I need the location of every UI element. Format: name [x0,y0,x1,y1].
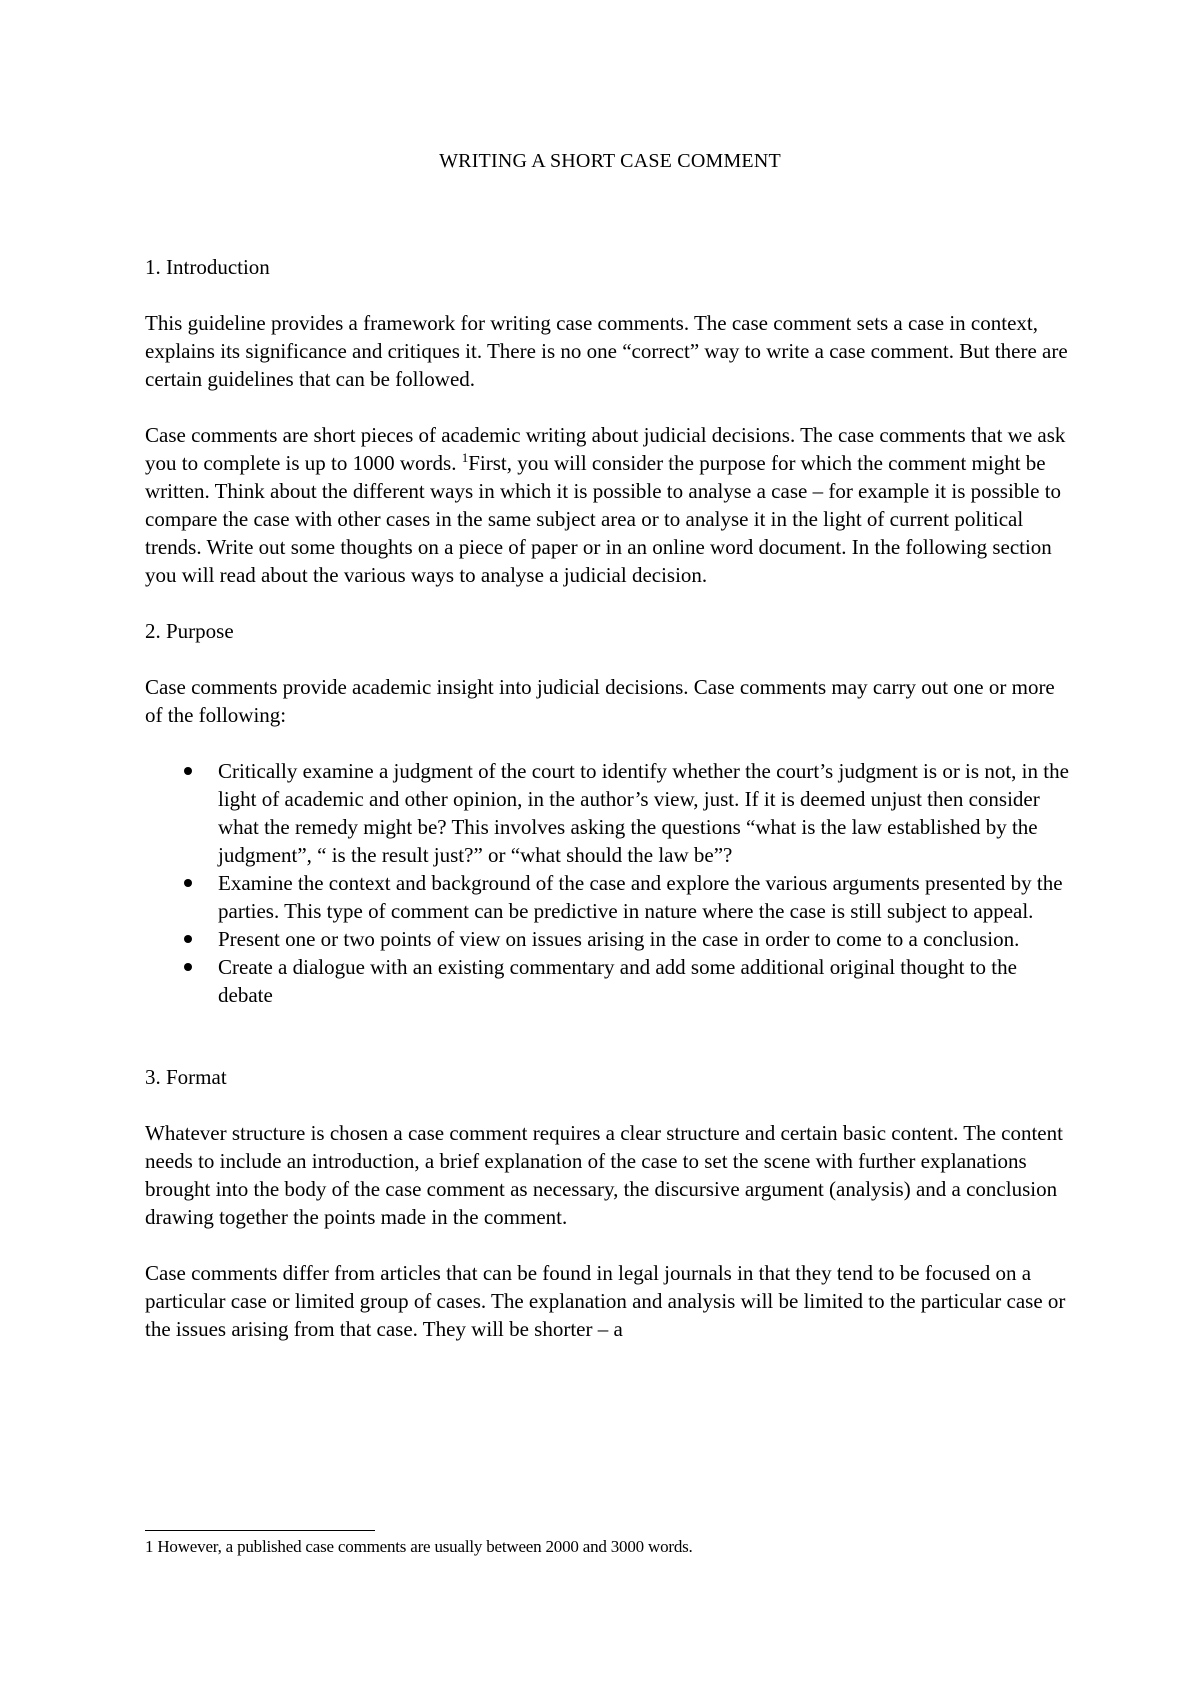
bullet-text: Present one or two points of view on issues arising in the case in order to come to a conclusion. [218,927,1020,951]
intro-paragraph-2-continuation: First, you will consider the purpose for which the comment might be written. Think about the different ways in which it is possible to analyse a case – for example it is possible to compare the case with other cases in the same subject area or to analyse it in the light of current political trends. Write out some thoughts on a piece of paper or in an online word document. In the following section you will read about the various ways to analyse a judicial decision. [145,451,1062,587]
bullet-text: Critically examine a judgment of the court to identify whether the court’s judgment is or is not, in the light of academic and other opinion, in the author’s view, just. If it is deemed unjust then consider what the remedy might be? This involves asking the questions “what is the law established by the judgment”, “ is the result just?” or “what should the law be”? [218,759,1069,867]
section-heading-format: 3. Format [145,1065,227,1089]
bullet-item [145,953,1075,1009]
document-body [145,147,1075,1371]
bullet-item [145,869,1075,925]
page-title: WRITING A SHORT CASE COMMENT [439,150,781,172]
intro-paragraph-2-text: Case comments are short pieces of academic writing about judicial decisions. The case comments that we ask you to complete is up to 1000 words. [145,423,1066,475]
purpose-paragraph: Case comments provide academic insight into judicial decisions. Case comments may carry out one or more of the following: [145,675,1055,727]
format-paragraph-1: Whatever structure is chosen a case comment requires a clear structure and certain basic content. The content needs to include an introduction, a brief explanation of the case to set the scene with further explanations brought into the body of the case comment as necessary, the discursive argument (analysis) and a conclusion drawing together the points made in the comment. [145,1121,1063,1229]
spacer [145,1037,1075,1063]
footnote-divider [145,1530,375,1531]
footnote-text: 1 However, a published case comments are usually between 2000 and 3000 words. [145,1537,693,1556]
bullet-text: Create a dialogue with an existing commentary and add some additional original thought to the debate [218,955,1017,1007]
purpose-bullet-list [145,757,1075,1009]
footnote-marker[interactable]: 1 [461,450,469,465]
bullet-icon [184,963,192,971]
bullet-icon [184,935,192,943]
section-heading-purpose: 2. Purpose [145,619,234,643]
format-paragraph-2: Case comments differ from articles that can be found in legal journals in that they tend to be focused on a particular case or limited group of cases. The explanation and analysis will be limited to the particular case or the issues arising from that case. They will be shorter – a [145,1261,1066,1341]
intro-paragraph-1: This guideline provides a framework for writing case comments. The case comment sets a case in context, explains its significance and critiques it. There is no one “correct” way to write a case comment. But there are certain guidelines that can be followed. [145,311,1068,391]
bullet-icon [184,879,192,887]
bullet-icon [184,767,192,775]
intro-paragraph-2 [145,421,1075,589]
bullet-item [145,925,1075,953]
section-heading-introduction: 1. Introduction [145,255,270,279]
bullet-item [145,757,1075,869]
bullet-text: Examine the context and background of the case and explore the various arguments presented by the parties. This type of comment can be predictive in nature where the case is still subject to appeal. [218,871,1063,923]
